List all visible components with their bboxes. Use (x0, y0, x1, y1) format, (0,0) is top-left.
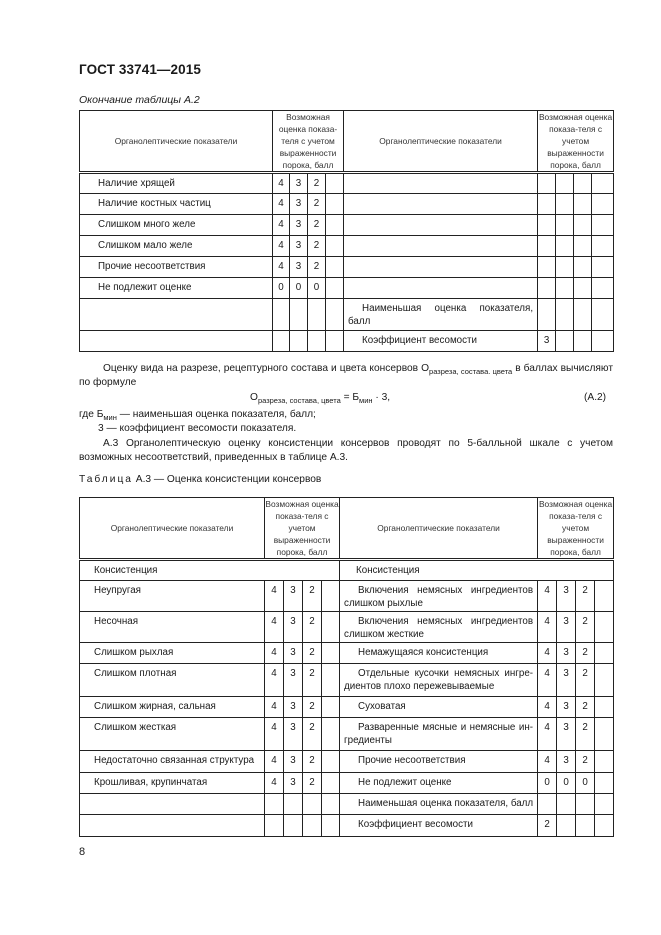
section-row (80, 560, 614, 581)
indicator-name: Суховатая (340, 697, 538, 718)
score-cell (303, 794, 322, 815)
caption-text: А.3 — Оценка консистенции консервов (132, 474, 322, 485)
indicator-name: Крошливая, крупинчатая (80, 773, 265, 794)
indicator-name: Отдельные кусочки немясных ингре-диентов плохо пережевываемые (340, 664, 538, 697)
indicator-name: Не подлежит оценке (80, 278, 273, 299)
text-span: в баллах вычисляют по формуле (79, 363, 613, 388)
indicator-name: Слишком мало желе (80, 236, 273, 257)
indicator-name (344, 236, 538, 257)
indicator-name (344, 173, 538, 194)
column-header-score-left: Возможная оценка показа-теля с учетом выраженности порока, балл (273, 111, 344, 173)
score-cell: 2 (308, 194, 326, 215)
score-cell (284, 794, 303, 815)
score-cell: 0 (308, 278, 326, 299)
score-cell (326, 236, 344, 257)
subscript: разреза, состава, цвета (257, 396, 341, 405)
score-cell (326, 331, 344, 352)
score-cell (556, 299, 574, 331)
score-cell (556, 194, 574, 215)
score-cell (595, 794, 614, 815)
indicator-name: Не подлежит оценке (340, 773, 538, 794)
score-cell: 3 (290, 215, 308, 236)
score-cell (574, 173, 592, 194)
indicator-name: Немажущаяся консистенция (340, 643, 538, 664)
caption-prefix: Таблица (79, 474, 133, 485)
score-cell: 4 (265, 718, 284, 751)
score-cell (574, 194, 592, 215)
formula-symbol: О (250, 392, 258, 403)
weight-coefficient-label: Коэффициент весомости (344, 331, 538, 352)
score-cell: 2 (308, 236, 326, 257)
weight-coefficient-value: 2 (538, 815, 557, 837)
subscript: мин (103, 413, 117, 422)
score-cell (574, 215, 592, 236)
section-consistency-right: Консистенция (340, 560, 614, 581)
indicator-name (344, 215, 538, 236)
formula-text: = Б (340, 392, 360, 403)
score-cell: 4 (538, 643, 557, 664)
score-cell: 3 (284, 773, 303, 794)
section-consistency-left: Консистенция (80, 560, 340, 581)
score-cell (322, 794, 340, 815)
score-cell: 3 (557, 718, 576, 751)
score-cell: 2 (576, 664, 595, 697)
table-row (80, 794, 614, 815)
table-row (80, 773, 614, 794)
paragraph-a3: А.3 Органолептическую оценку консистенции консервов проводят по 5-балльной шкале с учетом возможных несоответствий, приведенных в таблице А.3. (79, 438, 613, 463)
table-a2 (79, 110, 614, 352)
score-cell: 2 (303, 612, 322, 643)
score-cell (556, 236, 574, 257)
formula-a2 (250, 392, 390, 403)
score-cell: 2 (576, 612, 595, 643)
score-cell (326, 194, 344, 215)
score-cell: 3 (557, 612, 576, 643)
indicator-name: Слишком рыхлая (80, 643, 265, 664)
score-cell (574, 278, 592, 299)
paragraph-formula-intro (79, 362, 613, 390)
score-cell: 4 (265, 581, 284, 612)
score-cell: 4 (273, 215, 290, 236)
score-cell: 3 (290, 194, 308, 215)
table-row (80, 718, 614, 751)
score-cell: 2 (303, 773, 322, 794)
score-cell (290, 331, 308, 352)
score-cell (265, 794, 284, 815)
score-cell (322, 718, 340, 751)
score-cell (538, 794, 557, 815)
score-cell (595, 815, 614, 837)
score-cell: 3 (284, 581, 303, 612)
score-cell: 2 (308, 173, 326, 194)
score-cell (592, 278, 614, 299)
score-cell: 3 (290, 236, 308, 257)
table-row (80, 278, 614, 299)
score-cell: 2 (303, 664, 322, 697)
score-cell: 3 (290, 257, 308, 278)
table-row (80, 299, 614, 331)
indicator-name: Недостаточно связанная структура (80, 751, 265, 773)
table-row (80, 664, 614, 697)
score-cell (538, 173, 556, 194)
score-cell: 0 (273, 278, 290, 299)
score-cell: 4 (273, 257, 290, 278)
score-cell: 0 (576, 773, 595, 794)
score-cell (556, 173, 574, 194)
score-cell (322, 751, 340, 773)
table-row (80, 215, 614, 236)
score-cell: 3 (290, 173, 308, 194)
score-cell (592, 257, 614, 278)
score-cell (574, 236, 592, 257)
score-cell: 2 (303, 581, 322, 612)
score-cell (592, 331, 614, 352)
score-cell (326, 257, 344, 278)
indicator-name (344, 194, 538, 215)
indicator-name (344, 278, 538, 299)
table-row (80, 257, 614, 278)
score-cell (284, 815, 303, 837)
indicator-name: Слишком жесткая (80, 718, 265, 751)
score-cell: 4 (265, 697, 284, 718)
column-header-score-right: Возможная оценка показа-теля с учетом выраженности порока, балл (538, 111, 614, 173)
score-cell (538, 299, 556, 331)
score-cell: 0 (538, 773, 557, 794)
score-cell: 4 (538, 697, 557, 718)
score-cell (557, 815, 576, 837)
indicator-name (80, 299, 273, 331)
formula-text: · 3, (372, 392, 391, 403)
score-cell: 3 (284, 643, 303, 664)
indicator-name: Разваренные мясные и немясные ин-гредиенты (340, 718, 538, 751)
weight-coefficient-value: 3 (538, 331, 556, 352)
score-cell (322, 697, 340, 718)
score-cell (595, 773, 614, 794)
score-cell (273, 299, 290, 331)
score-cell: 2 (303, 718, 322, 751)
indicator-name (80, 815, 265, 837)
score-cell: 3 (557, 581, 576, 612)
table-row (80, 581, 614, 612)
score-cell: 2 (308, 215, 326, 236)
score-cell: 4 (265, 664, 284, 697)
indicator-name: Слишком много желе (80, 215, 273, 236)
score-cell: 3 (284, 664, 303, 697)
table-row (80, 331, 614, 352)
score-cell (556, 331, 574, 352)
column-header-indicators-left: Органолептические показатели (80, 498, 265, 560)
score-cell (322, 773, 340, 794)
indicator-name: Наличие костных частиц (80, 194, 273, 215)
table-row (80, 194, 614, 215)
score-cell (595, 718, 614, 751)
score-cell (322, 664, 340, 697)
score-cell: 2 (308, 257, 326, 278)
indicator-name: Прочие несоответствия (80, 257, 273, 278)
score-cell (557, 794, 576, 815)
score-cell (322, 643, 340, 664)
score-cell: 2 (576, 581, 595, 612)
document-title: ГОСТ 33741—2015 (79, 62, 201, 77)
indicator-name: Слишком жирная, сальная (80, 697, 265, 718)
table-row (80, 173, 614, 194)
score-cell (595, 664, 614, 697)
score-cell: 3 (557, 697, 576, 718)
formula-legend-2: 3 — коэффициент весомости показателя. (98, 423, 297, 434)
subscript: мин (359, 396, 373, 405)
column-header-indicators-right: Органолептические показатели (340, 498, 538, 560)
table-a3 (79, 497, 614, 837)
text-span: — наименьшая оценка показателя, балл; (116, 409, 316, 420)
text-span: Оценку вида на разрезе, рецептурного состава и цвета консервов О (103, 363, 430, 374)
score-cell (592, 236, 614, 257)
score-cell: 4 (265, 643, 284, 664)
indicator-name: Слишком плотная (80, 664, 265, 697)
score-cell: 3 (557, 643, 576, 664)
score-cell: 3 (284, 751, 303, 773)
table-row (80, 643, 614, 664)
table-row (80, 612, 614, 643)
score-cell (326, 299, 344, 331)
score-cell (538, 215, 556, 236)
score-cell (326, 173, 344, 194)
table-row (80, 815, 614, 837)
indicator-name: Прочие несоответствия (340, 751, 538, 773)
indicator-name: Несочная (80, 612, 265, 643)
score-cell (308, 299, 326, 331)
column-header-indicators-right: Органолептические показатели (344, 111, 538, 173)
subscript: разреза, состава. цвета (429, 367, 513, 376)
score-cell: 4 (265, 751, 284, 773)
score-cell: 4 (538, 581, 557, 612)
score-cell (538, 194, 556, 215)
score-cell: 3 (284, 697, 303, 718)
indicator-name: Включения немясных ингредиентов слишком рыхлые (340, 581, 538, 612)
score-cell: 2 (576, 643, 595, 664)
formula-legend-1 (79, 409, 316, 420)
score-cell (273, 331, 290, 352)
page-number: 8 (79, 846, 86, 858)
score-cell (308, 331, 326, 352)
score-cell (322, 581, 340, 612)
lowest-score-label: Наименьшая оценка показателя, балл (340, 794, 538, 815)
indicator-name (344, 257, 538, 278)
score-cell: 4 (538, 664, 557, 697)
score-cell: 3 (284, 718, 303, 751)
table-row (80, 751, 614, 773)
score-cell: 2 (303, 697, 322, 718)
table-row (80, 697, 614, 718)
table-a3-caption (79, 474, 321, 485)
score-cell: 4 (265, 773, 284, 794)
score-cell (592, 194, 614, 215)
column-header-indicators-left: Органолептические показатели (80, 111, 273, 173)
score-cell: 0 (557, 773, 576, 794)
score-cell (574, 257, 592, 278)
score-cell (595, 643, 614, 664)
score-cell (592, 215, 614, 236)
score-cell: 2 (303, 643, 322, 664)
score-cell (265, 815, 284, 837)
indicator-name: Неупругая (80, 581, 265, 612)
column-header-score-left: Возможная оценка показа-теля с учетом выраженности порока, балл (265, 498, 340, 560)
score-cell: 2 (303, 751, 322, 773)
score-cell: 3 (284, 612, 303, 643)
score-cell (538, 278, 556, 299)
text-span: где Б (79, 409, 104, 420)
score-cell: 2 (576, 751, 595, 773)
score-cell: 3 (557, 664, 576, 697)
score-cell (574, 331, 592, 352)
indicator-name (80, 331, 273, 352)
table-row (80, 236, 614, 257)
score-cell (576, 815, 595, 837)
score-cell (538, 236, 556, 257)
score-cell (595, 612, 614, 643)
score-cell (326, 215, 344, 236)
score-cell (556, 257, 574, 278)
score-cell: 4 (273, 236, 290, 257)
lowest-score-label: Наименьшая оценка показателя, балл (344, 299, 538, 331)
indicator-name: Включения немясных ингредиентов слишком жесткие (340, 612, 538, 643)
score-cell (556, 215, 574, 236)
column-header-score-right: Возможная оценка показа-теля с учетом выраженности порока, балл (538, 498, 614, 560)
score-cell: 2 (576, 718, 595, 751)
score-cell (303, 815, 322, 837)
weight-coefficient-label: Коэффициент весомости (340, 815, 538, 837)
score-cell: 4 (538, 612, 557, 643)
table-a2-caption: Окончание таблицы А.2 (79, 94, 200, 106)
score-cell (595, 697, 614, 718)
score-cell (322, 815, 340, 837)
score-cell: 4 (538, 751, 557, 773)
score-cell (592, 299, 614, 331)
score-cell (322, 612, 340, 643)
score-cell: 2 (576, 697, 595, 718)
score-cell: 3 (557, 751, 576, 773)
score-cell: 4 (273, 194, 290, 215)
score-cell (574, 299, 592, 331)
score-cell (595, 581, 614, 612)
score-cell: 4 (273, 173, 290, 194)
score-cell: 0 (290, 278, 308, 299)
formula-number: (А.2) (584, 392, 607, 403)
indicator-name (80, 794, 265, 815)
score-cell (538, 257, 556, 278)
score-cell (326, 278, 344, 299)
indicator-name: Наличие хрящей (80, 173, 273, 194)
score-cell: 4 (265, 612, 284, 643)
score-cell (576, 794, 595, 815)
score-cell (595, 751, 614, 773)
score-cell (556, 278, 574, 299)
score-cell (592, 173, 614, 194)
score-cell (290, 299, 308, 331)
score-cell: 4 (538, 718, 557, 751)
